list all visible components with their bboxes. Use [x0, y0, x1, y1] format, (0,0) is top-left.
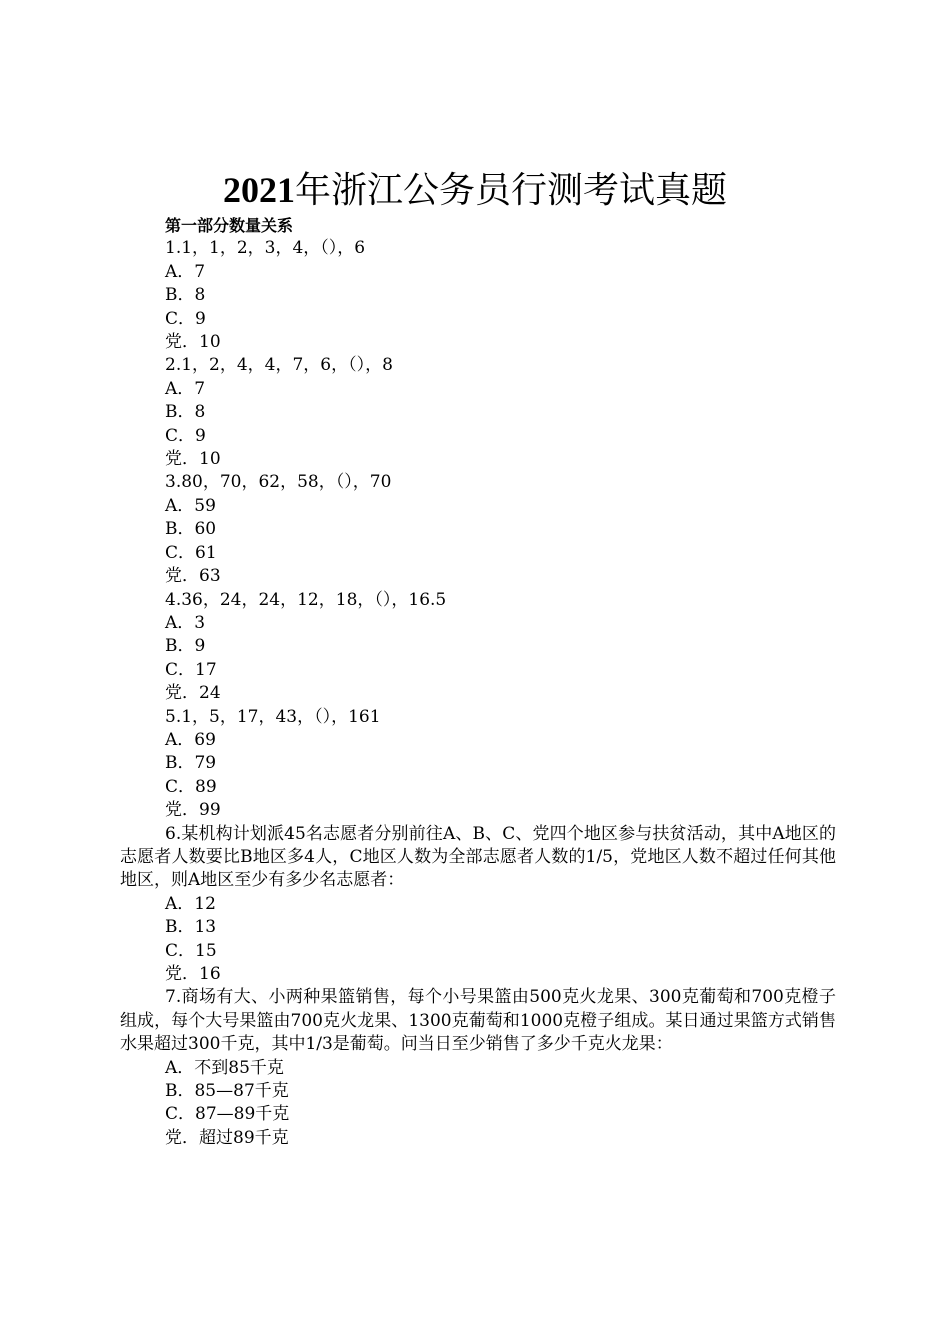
document-title	[0, 168, 950, 212]
question-option: B．13	[165, 917, 217, 938]
question-5	[120, 706, 836, 823]
question-option: A．59	[165, 495, 216, 516]
question-option: 党．63	[165, 566, 221, 587]
question-option: 党．10	[165, 332, 221, 353]
question-option: B．85—87千克	[165, 1081, 289, 1102]
question-option: C．9	[165, 308, 206, 329]
question-option: C．89	[165, 776, 217, 797]
question-option: A．3	[165, 612, 206, 633]
question-6	[120, 823, 836, 987]
question-stem: 2.1，2，4，4，7，6，（），8	[165, 355, 393, 376]
question-option: B．8	[165, 402, 206, 423]
question-option: A．不到85千克	[165, 1057, 284, 1078]
question-option: 党．24	[165, 683, 221, 704]
question-option: A．12	[165, 893, 216, 914]
question-stem: 7.商场有大、小两种果篮销售，每个小号果篮由500克火龙果、300克葡萄和700克橙子组成，每个大号果篮由700克火龙果、1300克葡萄和1000克橙子组成。某日通过果篮方式销售水果超过300千克，其中1/3是葡萄。问当日至少销售了多少千克火龙果：	[120, 987, 836, 1055]
question-option: A．7	[165, 378, 206, 399]
question-option: B．60	[165, 519, 217, 540]
question-option: A．7	[165, 261, 206, 282]
question-option: 党．10	[165, 449, 221, 470]
question-stem: 5.1，5，17，43，（），161	[165, 706, 381, 727]
question-option: 党．超过89千克	[165, 1127, 289, 1148]
question-option: B．79	[165, 753, 217, 774]
document-title-text: 年浙江公务员行测考试真题	[294, 170, 727, 210]
question-option: C．61	[165, 542, 217, 563]
question-stem: 3.80，70，62，58，（），70	[165, 472, 392, 493]
document-body	[120, 214, 836, 1150]
question-7	[120, 986, 836, 1150]
question-3	[120, 471, 836, 588]
question-stem: 1.1，1，2，3，4，（），6	[165, 238, 366, 259]
question-option: B．9	[165, 636, 206, 657]
question-option: 党．16	[165, 964, 221, 984]
question-option: C．87—89千克	[165, 1104, 290, 1125]
question-list	[120, 237, 836, 1150]
section-heading: 第一部分数量关系	[165, 216, 294, 235]
question-stem: 4.36，24，24，12，18，（），16.5	[165, 589, 447, 610]
question-stem: 6.某机构计划派45名志愿者分别前往A、B、C、党四个地区参与扶贫活动，其中A地区的志愿者人数要比B地区多4人，C地区人数为全部志愿者人数的1/5，党地区人数不超过任何其他地区，则A地区至少有多少名志愿者：	[120, 823, 836, 891]
question-option: A．69	[165, 729, 216, 750]
question-option: C．9	[165, 425, 206, 446]
question-4	[120, 589, 836, 706]
question-2	[120, 354, 836, 471]
question-option: C．15	[165, 940, 217, 961]
question-option: 党．99	[165, 800, 221, 821]
question-1	[120, 237, 836, 354]
document-title-year: 2021	[222, 170, 295, 210]
question-option: C．17	[165, 659, 217, 680]
question-option: B．8	[165, 285, 206, 306]
